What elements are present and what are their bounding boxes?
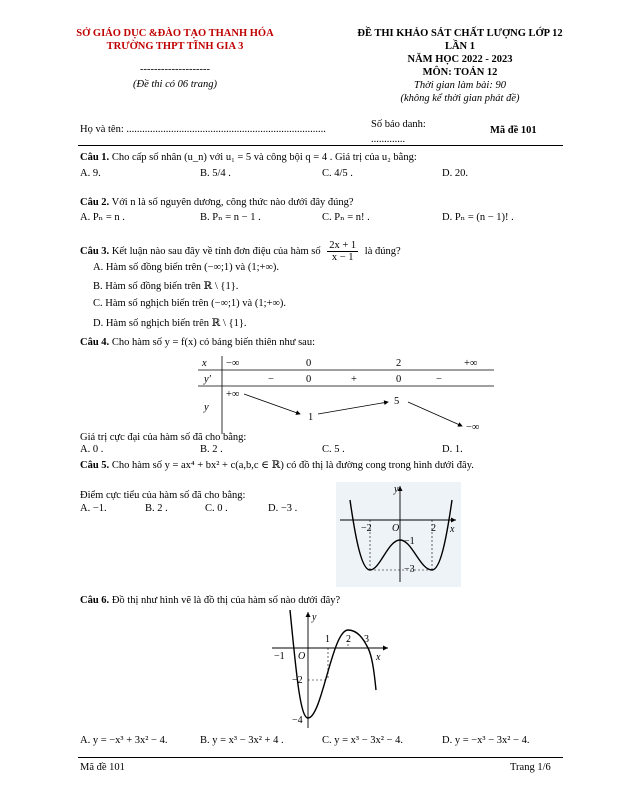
q6-option-b[interactable]: B. y = x³ − 3x² + 4 .: [200, 735, 284, 746]
q6-origin: O: [298, 651, 306, 662]
vt-yp-5: −: [436, 374, 442, 385]
candidate-number-dots: .............: [371, 134, 406, 145]
footer-exam-code: Mã đề 101: [80, 762, 125, 773]
q6-x-axis-label: x: [376, 652, 381, 663]
vt-y-label: y: [204, 402, 209, 413]
q3-option-b[interactable]: B. Hàm số đồng biến trên ℝ \ {1}.: [93, 281, 239, 292]
q5-x-axis-label: x: [450, 524, 455, 535]
q4-stem: Câu 4. Cho hàm số y = f(x) có bảng biến thiên như sau:: [80, 337, 316, 348]
vt-arrow-up: [318, 402, 388, 414]
q5-tick-neg2: −2: [361, 523, 372, 534]
q2-option-d[interactable]: D. Pₙ = (n − 1)! .: [442, 212, 514, 223]
q3-option-d[interactable]: D. Hàm số nghịch biến trên ℝ \ {1}.: [93, 318, 247, 329]
vt-arrow-down-1: [244, 394, 300, 414]
q1-option-c[interactable]: C. 4/5 .: [322, 168, 353, 179]
dept-name: SỞ GIÁO DỤC &ĐÀO TẠO THANH HÓA: [76, 28, 274, 39]
exam-title: ĐỀ THI KHẢO SÁT CHẤT LƯỢNG LỚP 12: [357, 28, 563, 39]
school-name: TRƯỜNG THPT TĨNH GIA 3: [106, 41, 244, 52]
q3-function: $\frac{2x + 1}{x - 1}$: [329, 240, 357, 263]
q6-option-a[interactable]: A. y = −x³ + 3x² − 4.: [80, 735, 168, 746]
vt-yp-2: 0: [306, 374, 312, 385]
q6-tick-1: 1: [325, 634, 330, 645]
q3-stem: Câu 3. Kết luận nào sau đây về tính đơn điệu của hàm số $\frac{2x + 1}{x - 1}$ là đúng?: [80, 240, 401, 263]
q2-stem: Câu 2. Với n là số nguyên dương, công thức nào dưới đây đúng?: [80, 197, 354, 208]
q2-option-c[interactable]: C. Pₙ = n! .: [322, 212, 370, 223]
q1-stem: Câu 1. Cho cấp số nhân (u_n) với u₁ = 5 và công bội q = 4 . Giá trị của u₂ bằng:: [80, 152, 417, 163]
q4-option-b[interactable]: B. 2 .: [200, 444, 223, 455]
q5-question: Điểm cực tiểu của hàm số đã cho bằng:: [80, 490, 246, 501]
q6-option-d[interactable]: D. y = −x³ − 3x² − 4.: [442, 735, 530, 746]
q2-option-b[interactable]: B. Pₙ = n − 1 .: [200, 212, 261, 223]
vt-arrow-down-2: [408, 402, 462, 426]
vt-y-3: 5: [394, 396, 400, 407]
q6-tick-neg2: −2: [292, 675, 303, 686]
q4-option-d[interactable]: D. 1.: [442, 444, 463, 455]
q3-option-c[interactable]: C. Hàm số nghịch biến trên (−∞;1) và (1;+∞).: [93, 298, 287, 309]
pages-note: (Đề thi có 06 trang): [133, 79, 217, 90]
q5-option-c[interactable]: C. 0 .: [205, 503, 228, 514]
q5-origin: O: [392, 523, 400, 534]
q5-tick-neg3: −3: [404, 564, 415, 575]
vt-x-4: +∞: [464, 358, 478, 369]
q6-graph: [268, 610, 393, 732]
vt-x-1: −∞: [226, 358, 240, 369]
q6-tick-neg1: −1: [274, 651, 285, 662]
q1-option-d[interactable]: D. 20.: [442, 168, 468, 179]
vt-y-2: 1: [308, 412, 314, 423]
q3-option-a[interactable]: A. Hàm số đồng biến trên (−∞;1) và (1;+∞).: [93, 262, 280, 273]
q4-question: Giá trị cực đại của hàm số đã cho bằng:: [80, 432, 247, 443]
subject: MÔN: TOÁN 12: [422, 67, 498, 78]
q6-tick-neg4: −4: [292, 715, 303, 726]
q5-option-d[interactable]: D. −3 .: [268, 503, 298, 514]
q5-tick-neg1: −1: [404, 536, 415, 547]
q5-option-a[interactable]: A. −1.: [80, 503, 107, 514]
q1-option-b[interactable]: B. 5/4 .: [200, 168, 231, 179]
q4-option-c[interactable]: C. 5 .: [322, 444, 345, 455]
q5-graph: [336, 482, 461, 587]
q5-tick-2: 2: [431, 523, 436, 534]
q4-option-a[interactable]: A. 0 .: [80, 444, 104, 455]
vt-x-label: x: [202, 358, 207, 369]
header-divider: [78, 145, 563, 146]
school-year: NĂM HỌC 2022 - 2023: [407, 54, 513, 65]
vt-y-4: −∞: [466, 422, 480, 433]
q6-y-axis-label: y: [312, 612, 317, 623]
exam-time: Thời gian làm bài: 90: [414, 80, 506, 91]
q6-tick-3: 3: [364, 634, 369, 645]
q5-stem: Câu 5. Cho hàm số y = ax⁴ + bx² + c(a,b,c ∈ ℝ) có đồ thị là đường cong trong hình dưới đây.: [80, 460, 474, 471]
footer-divider: [78, 757, 563, 758]
exam-code: Mã đề 101: [490, 125, 537, 136]
q2-option-a[interactable]: A. Pₙ = n .: [80, 212, 125, 223]
vt-yprime-label: y′: [204, 374, 211, 385]
q1-option-a[interactable]: A. 9.: [80, 168, 101, 179]
header-dashes: --------------------: [140, 64, 210, 75]
vt-yp-4: 0: [396, 374, 402, 385]
exam-round: LẦN 1: [444, 41, 476, 52]
vt-x-2: 0: [306, 358, 312, 369]
q5-y-axis-label: y: [394, 484, 399, 495]
candidate-number-label: Số báo danh:: [371, 119, 426, 130]
exam-time-note: (không kể thời gian phát đề): [400, 93, 520, 104]
footer-page-number: Trang 1/6: [510, 762, 551, 773]
q6-curve: [290, 610, 376, 718]
q5-option-b[interactable]: B. 2 .: [145, 503, 168, 514]
vt-y-1: +∞: [226, 389, 240, 400]
q6-stem: Câu 6. Đồ thị như hình vẽ là đồ thị của hàm số nào dưới đây?: [80, 595, 341, 606]
vt-x-3: 2: [396, 358, 402, 369]
q6-option-c[interactable]: C. y = x³ − 3x² − 4.: [322, 735, 403, 746]
vt-yp-3: +: [351, 374, 357, 385]
variation-table: [196, 354, 496, 436]
q6-tick-2: 2: [346, 634, 351, 645]
vt-yp-1: −: [268, 374, 274, 385]
candidate-name-field: Họ và tên: ............................................................................: [80, 124, 326, 135]
